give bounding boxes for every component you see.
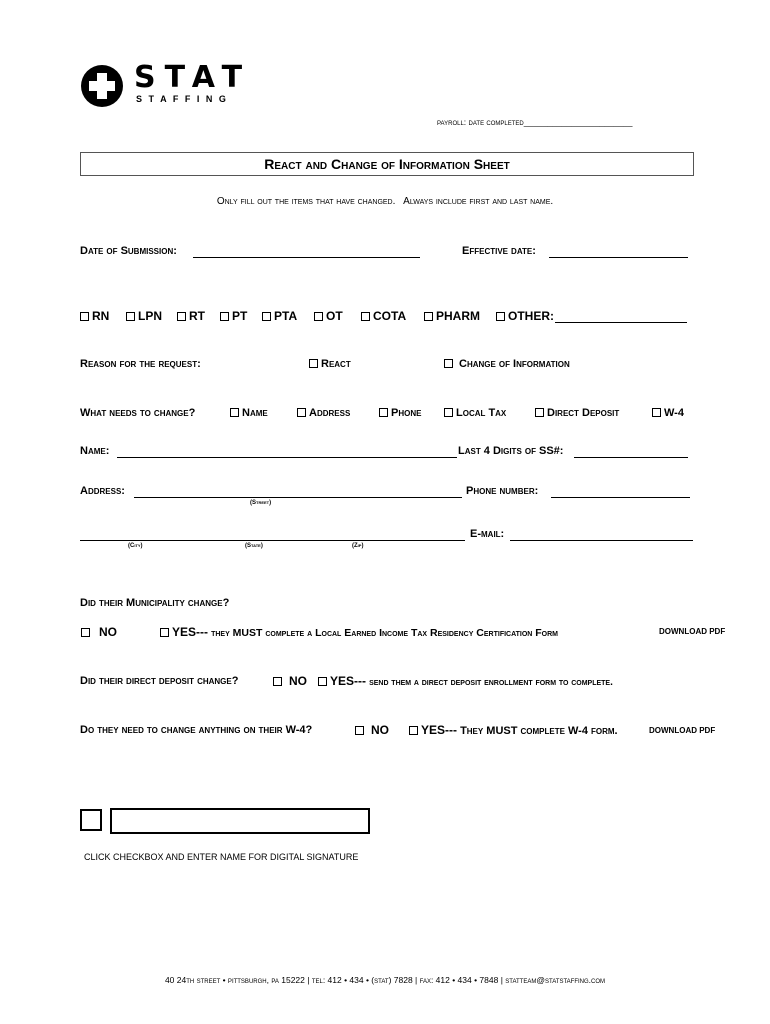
email-label: E-mail: [470, 528, 505, 540]
payroll-date-completed [437, 117, 633, 127]
checkbox-icon[interactable] [314, 312, 323, 321]
w4-no[interactable]: NO [355, 723, 389, 737]
signature-checkbox[interactable] [80, 809, 102, 831]
direct-deposit-yes[interactable]: YES--- send them a direct deposit enrollment form to complete. [318, 674, 613, 688]
change-name[interactable]: Name [230, 407, 268, 419]
footer-contact: 40 24th street • pittsburgh, pa 15222 | tel: 412 • 434 • (stat) 7828 | fax: 412 • 434 • 7848 | statteam@statstaffing.com [164, 975, 606, 985]
role-lpn[interactable]: LPN [126, 309, 162, 323]
city-caption: (City) [128, 543, 143, 549]
checkbox-icon[interactable] [273, 677, 282, 686]
change-w4[interactable]: W-4 [652, 407, 684, 419]
state-caption: (State) [245, 543, 263, 549]
checkbox-icon[interactable] [361, 312, 370, 321]
checkbox-icon[interactable] [496, 312, 505, 321]
w4-yes[interactable]: YES--- They MUST complete W-4 form. [409, 723, 618, 737]
effective-date-field[interactable] [549, 257, 688, 258]
municipality-yes[interactable]: YES--- they MUST complete a Local Earned Income Tax Residency Certification Form [160, 625, 558, 639]
checkbox-icon[interactable] [535, 408, 544, 417]
name-label: Name: [80, 445, 110, 457]
payroll-blank: _______________________ [523, 117, 633, 127]
direct-deposit-question: Did their direct deposit change? [80, 675, 239, 687]
role-pt[interactable]: PT [220, 309, 247, 323]
reason-change-of-information[interactable]: Change of Information [444, 358, 570, 370]
change-local-tax[interactable]: Local Tax [444, 407, 506, 419]
medical-cross-icon [80, 64, 124, 108]
checkbox-icon[interactable] [444, 408, 453, 417]
direct-deposit-no[interactable]: NO [273, 674, 307, 688]
ssn-label: Last 4 Digits of SS#: [458, 445, 564, 457]
checkbox-icon[interactable] [444, 359, 453, 368]
municipality-no[interactable]: NO [81, 625, 117, 639]
checkbox-icon[interactable] [126, 312, 135, 321]
role-pta[interactable]: PTA [262, 309, 297, 323]
other-role-field[interactable] [555, 322, 687, 323]
page-title: React and Change of Information Sheet [80, 152, 694, 176]
effective-date-label: Effective date: [462, 245, 536, 257]
w4-question: Do they need to change anything on their W-4? [80, 724, 313, 736]
city-state-zip-field[interactable] [80, 540, 465, 541]
checkbox-icon[interactable] [80, 312, 89, 321]
municipality-question: Did their Municipality change? [80, 597, 230, 609]
signature-caption: CLICK CHECKBOX AND ENTER NAME FOR DIGITAL SIGNATURE [84, 852, 359, 862]
ssn-field[interactable] [574, 457, 688, 458]
checkbox-icon[interactable] [160, 628, 169, 637]
stat-staffing-logo [80, 62, 280, 110]
checkbox-icon[interactable] [652, 408, 661, 417]
municipality-download-pdf-link[interactable]: DOWNLOAD PDF [659, 627, 726, 636]
payroll-label: payroll: date completed [437, 117, 524, 127]
change-phone[interactable]: Phone [379, 407, 421, 419]
checkbox-icon[interactable] [309, 359, 318, 368]
checkbox-icon[interactable] [262, 312, 271, 321]
logo-sub: S T A F F I N G [136, 94, 228, 104]
checkbox-icon[interactable] [177, 312, 186, 321]
role-rt[interactable]: RT [177, 309, 205, 323]
name-field[interactable] [117, 457, 457, 458]
checkbox-icon[interactable] [318, 677, 327, 686]
reason-react[interactable]: React [309, 358, 351, 370]
address-label: Address: [80, 485, 125, 497]
checkbox-icon[interactable] [220, 312, 229, 321]
role-cota[interactable]: COTA [361, 309, 406, 323]
checkbox-icon[interactable] [424, 312, 433, 321]
role-rn[interactable]: RN [80, 309, 109, 323]
date-of-submission-label: Date of Submission: [80, 245, 177, 257]
zip-caption: (Zip) [352, 543, 364, 549]
date-of-submission-field[interactable] [193, 257, 420, 258]
checkbox-icon[interactable] [409, 726, 418, 735]
checkbox-icon[interactable] [297, 408, 306, 417]
instructions: Only fill out the items that have changed. Always include first and last name. [216, 196, 554, 207]
phone-field[interactable] [551, 497, 690, 498]
role-other[interactable]: OTHER: [496, 309, 554, 323]
what-change-label: What needs to change? [80, 407, 196, 419]
logo-brand: STAT [134, 60, 252, 95]
street-caption: (Street) [250, 500, 272, 506]
phone-label: Phone number: [466, 485, 539, 497]
checkbox-icon[interactable] [355, 726, 364, 735]
street-field[interactable] [134, 497, 462, 498]
email-field[interactable] [510, 540, 693, 541]
change-address[interactable]: Address [297, 407, 350, 419]
checkbox-icon[interactable] [81, 628, 90, 637]
checkbox-icon[interactable] [230, 408, 239, 417]
role-ot[interactable]: OT [314, 309, 343, 323]
change-direct-deposit[interactable]: Direct Deposit [535, 407, 619, 419]
w4-download-pdf-link[interactable]: DOWNLOAD PDF [649, 726, 716, 735]
role-pharm[interactable]: PHARM [424, 309, 480, 323]
signature-name-input[interactable] [110, 808, 370, 834]
checkbox-icon[interactable] [379, 408, 388, 417]
reason-label: Reason for the request: [80, 358, 201, 370]
